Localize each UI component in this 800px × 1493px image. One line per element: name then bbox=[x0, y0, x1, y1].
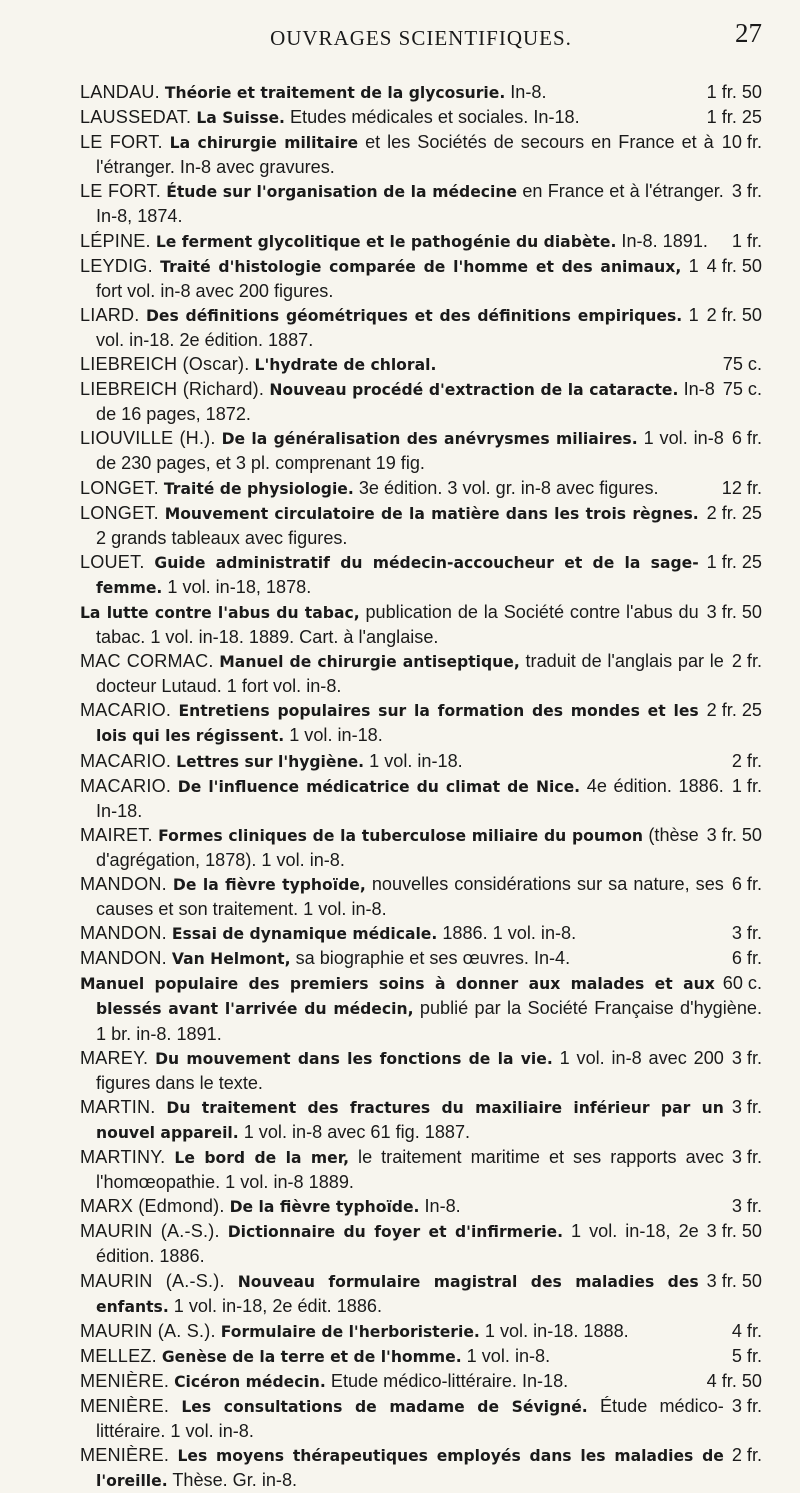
entry-author: MENIÈRE. bbox=[80, 1445, 170, 1466]
page-header bbox=[80, 12, 762, 52]
catalog-entry bbox=[80, 774, 762, 823]
entry-title: Dictionnaire du foyer et d'infirmerie. bbox=[227, 1223, 563, 1242]
catalog-entry bbox=[80, 600, 762, 649]
entry-author: LIEBREICH (Oscar). bbox=[80, 354, 250, 375]
entry-details: 1 vol. in-18. 1888. bbox=[484, 1320, 629, 1341]
entry-details: Etude médico-littéraire. In-18. bbox=[330, 1370, 569, 1391]
entry-author: MARTIN. bbox=[80, 1096, 156, 1117]
catalog-entry bbox=[80, 1369, 762, 1394]
entry-title: Étude sur l'organisation de la médecine bbox=[166, 183, 518, 202]
entry-price: 3 fr. bbox=[731, 923, 762, 944]
entry-title: Les consultations de madame de Sévigné. bbox=[181, 1397, 588, 1416]
entry-title: Les moyens thérapeutiques employés dans les maladies de l'oreille. bbox=[96, 1447, 724, 1491]
entry-author: MAIRET. bbox=[80, 824, 153, 845]
entry-title: La chirurgie militaire bbox=[169, 134, 359, 153]
entry-details: traduit de l'anglais par le docteur Lutaud. 1 fort vol. in-8. bbox=[96, 651, 724, 697]
entry-price: 3 fr. bbox=[731, 1096, 762, 1117]
entry-author: MAURIN (A.-S.). bbox=[80, 1221, 220, 1242]
entry-price: 1 fr. bbox=[731, 230, 762, 251]
catalog-entry bbox=[80, 105, 762, 130]
entry-title: Des définitions géométriques et des définitions empiriques. bbox=[145, 306, 683, 325]
entry-price: 6 fr. bbox=[731, 874, 762, 894]
entry-price: 2 fr. bbox=[731, 750, 762, 771]
entry-details: Etudes médicales et sociales. In-18. bbox=[289, 107, 580, 128]
entry-author: LE FORT. bbox=[80, 181, 161, 202]
entry-title: Lettres sur l'hygiène. bbox=[176, 752, 365, 771]
entry-author: LIEBREICH (Richard). bbox=[80, 379, 265, 400]
page-number: 27 bbox=[735, 18, 762, 48]
entry-title: Formulaire de l'herboristerie. bbox=[220, 1322, 480, 1341]
catalog-entry bbox=[80, 550, 762, 600]
entry-details: 2 grands tableaux avec figures. bbox=[96, 527, 348, 548]
entry-author: MACARIO. bbox=[80, 700, 172, 721]
entry-price: 3 fr. bbox=[731, 181, 762, 202]
entry-author: MANDON. bbox=[80, 948, 167, 969]
entry-author: MENIÈRE. bbox=[80, 1370, 170, 1391]
entry-details: In-8. 1891. bbox=[621, 230, 708, 251]
catalog-entry bbox=[80, 80, 762, 105]
catalog-entry bbox=[80, 1194, 762, 1219]
catalog-entry bbox=[80, 823, 762, 872]
entry-author: LANDAU. bbox=[80, 82, 160, 102]
catalog-entry bbox=[80, 1095, 762, 1145]
entry-title: Essai de dynamique médicale. bbox=[171, 925, 438, 944]
entry-title: Manuel de chirurgie antiseptique, bbox=[219, 653, 520, 672]
catalog-entry bbox=[80, 1319, 762, 1344]
catalog-entry bbox=[80, 179, 762, 228]
entry-price: 1 fr. 25 bbox=[706, 107, 762, 128]
catalog-entry bbox=[80, 303, 762, 352]
entry-author: MARX (Edmond). bbox=[80, 1196, 225, 1217]
catalog-entry bbox=[80, 1443, 762, 1493]
entry-details: Étude médico-littéraire. 1 vol. in-8. bbox=[96, 1395, 724, 1442]
entry-title: Mouvement circulatoire de la matière dans les trois règnes. bbox=[164, 504, 699, 523]
entry-title: Formes cliniques de la tuberculose miliaire du poumon bbox=[158, 826, 644, 845]
entry-details: In-8. bbox=[424, 1196, 461, 1217]
entry-title: Van Helmont, bbox=[171, 950, 291, 969]
entry-author: LONGET. bbox=[80, 502, 159, 523]
entry-details: 1 vol. in-18, 1878. bbox=[167, 576, 312, 597]
entry-price: 3 fr. bbox=[731, 1147, 762, 1168]
entry-price: 10 fr. bbox=[721, 132, 762, 153]
entry-title: Traité de physiologie. bbox=[163, 479, 354, 498]
entry-details: nouvelles considérations sur sa nature, ses causes et son traitement. 1 vol. in-8. bbox=[96, 874, 724, 920]
catalog-entry bbox=[80, 476, 762, 501]
entry-price: 3 fr. bbox=[731, 1395, 762, 1416]
entry-price: 1 fr. 50 bbox=[706, 82, 762, 102]
catalog-entry bbox=[80, 130, 762, 179]
entry-price: 6 fr. bbox=[731, 948, 762, 969]
catalog-entry bbox=[80, 872, 762, 921]
entry-author: LE FORT. bbox=[80, 132, 163, 153]
entry-details: 1 vol. in-8 avec 200 figures dans le texte. bbox=[96, 1047, 724, 1093]
entry-title: L'hydrate de chloral. bbox=[254, 356, 437, 375]
entry-details: Thèse. Gr. in-8. bbox=[172, 1470, 298, 1491]
entry-title: Traité d'histologie comparée de l'homme et des animaux, bbox=[160, 257, 682, 276]
entry-price: 2 fr. 50 bbox=[706, 304, 762, 325]
entry-title: Du mouvement dans les fonctions de la vie. bbox=[155, 1049, 553, 1068]
entry-details: 1 vol. in-8. bbox=[466, 1345, 551, 1366]
entry-author: LIOUVILLE (H.). bbox=[80, 428, 216, 449]
entry-title: Le ferment glycolitique et le pathogénie du diabète. bbox=[155, 232, 617, 251]
entry-title: Du traitement des fractures du maxiliaire inférieur par un nouvel appareil. bbox=[96, 1098, 724, 1142]
entry-author: MACARIO. bbox=[80, 775, 172, 796]
entry-author: MAC CORMAC. bbox=[80, 651, 214, 672]
entry-price: 1 fr. bbox=[731, 775, 762, 796]
entry-details: 3e édition. 3 vol. gr. in-8 avec figures. bbox=[358, 477, 659, 498]
entry-details: sa biographie et ses œuvres. In-4. bbox=[295, 948, 571, 969]
entry-details: 4e édition. 1886. In-18. bbox=[96, 775, 724, 821]
entry-price: 2 fr. bbox=[731, 651, 762, 672]
entry-details: 1 vol. in-18. 2e édition. 1887. bbox=[96, 304, 699, 350]
entry-price: 2 fr. 25 bbox=[706, 700, 762, 721]
entry-title: La lutte contre l'abus du tabac, bbox=[80, 603, 360, 622]
catalog-entry bbox=[80, 1344, 762, 1369]
entry-price: 12 fr. bbox=[721, 477, 762, 498]
entry-title: Cicéron médecin. bbox=[174, 1372, 326, 1391]
entry-price: 5 fr. bbox=[731, 1345, 762, 1366]
entry-details: (thèse d'agrégation, 1878). 1 vol. in-8. bbox=[96, 824, 699, 870]
entry-title: De l'influence médicatrice du climat de Nice. bbox=[177, 777, 581, 796]
entry-author: MANDON. bbox=[80, 923, 167, 944]
running-title: OUVRAGES SCIENTIFIQUES. bbox=[270, 26, 572, 50]
entry-details: 1 vol. in-18. bbox=[289, 725, 383, 746]
entry-price: 60 c. bbox=[722, 973, 762, 994]
catalog-entry bbox=[80, 1046, 762, 1095]
entry-details: publication de la Société contre l'abus du tabac. 1 vol. in-18. 1889. Cart. à l'anglaise. bbox=[96, 601, 699, 648]
entry-author: MENIÈRE. bbox=[80, 1395, 170, 1416]
entry-price: 4 fr. bbox=[731, 1320, 762, 1341]
entry-price: 4 fr. 50 bbox=[706, 255, 762, 276]
entry-details: 1886. 1 vol. in-8. bbox=[442, 923, 577, 944]
catalog-entry bbox=[80, 1219, 762, 1268]
entry-author: MAURIN (A. S.). bbox=[80, 1320, 216, 1341]
catalog-entry bbox=[80, 921, 762, 946]
catalog-entry bbox=[80, 698, 762, 748]
entry-price: 3 fr. bbox=[731, 1196, 762, 1217]
catalog-entry bbox=[80, 1394, 762, 1443]
entry-details: 1 vol. in-18, 2e édition. 1886. bbox=[96, 1221, 699, 1267]
entry-author: LÉPINE. bbox=[80, 230, 151, 251]
entry-author: MARTINY. bbox=[80, 1147, 166, 1168]
entry-details: 1 vol. in-8 avec 61 fig. 1887. bbox=[243, 1121, 471, 1142]
entry-author: MACARIO. bbox=[80, 750, 172, 771]
entry-details: In-8. bbox=[510, 82, 547, 102]
entry-details: 1 vol. in-8 de 230 pages, et 3 pl. comprenant 19 fig. bbox=[96, 428, 724, 474]
entry-author: LEYDIG. bbox=[80, 255, 153, 276]
entry-author: LOUET. bbox=[80, 551, 145, 572]
entry-author: MANDON. bbox=[80, 874, 167, 894]
catalog-entry bbox=[80, 352, 762, 377]
entry-price: 75 c. bbox=[722, 354, 762, 375]
entry-details: 1 vol. in-18. bbox=[369, 750, 463, 771]
entry-details: 1 fort vol. in-8 avec 200 figures. bbox=[96, 255, 699, 301]
entry-title: Le bord de la mer, bbox=[174, 1149, 350, 1168]
entry-title: Entretiens populaires sur la formation des mondes et les lois qui les régissent. bbox=[96, 702, 699, 746]
entry-title: Nouveau formulaire magistral des maladies des enfants. bbox=[96, 1272, 699, 1316]
entry-title: Manuel populaire des premiers soins à donner aux malades et aux blessés avant l'arrivée du médecin, bbox=[80, 975, 715, 1019]
entry-details: en France et à l'étranger. In-8, 1874. bbox=[96, 181, 724, 227]
catalog-entry bbox=[80, 971, 762, 1045]
catalog-entry bbox=[80, 1269, 762, 1319]
catalog-entry bbox=[80, 946, 762, 971]
entry-price: 3 fr. 50 bbox=[706, 1221, 762, 1242]
catalog-entry bbox=[80, 229, 762, 254]
entry-price: 6 fr. bbox=[731, 428, 762, 449]
entry-price: 1 fr. 25 bbox=[706, 551, 762, 572]
entry-title: De la fièvre typhoïde. bbox=[229, 1198, 420, 1217]
entry-title: Théorie et traitement de la glycosurie. bbox=[164, 84, 506, 102]
entry-author: LAUSSEDAT. bbox=[80, 107, 192, 128]
entry-price: 2 fr. 25 bbox=[706, 502, 762, 523]
catalog-entry bbox=[80, 254, 762, 303]
entry-title: Genèse de la terre et de l'homme. bbox=[161, 1347, 462, 1366]
entry-title: De la généralisation des anévrysmes miliaires. bbox=[221, 430, 638, 449]
entry-author: MAREY. bbox=[80, 1047, 149, 1068]
entry-details: 1 vol. in-18, 2e édit. 1886. bbox=[173, 1295, 383, 1316]
entry-author: LONGET. bbox=[80, 477, 159, 498]
entry-details: le traitement maritime et ses rapports avec l'homœopathie. 1 vol. in-8 1889. bbox=[96, 1147, 724, 1193]
entry-price: 3 fr. 50 bbox=[706, 601, 762, 622]
entry-title: De la fièvre typhoïde, bbox=[172, 876, 366, 894]
catalog-entry bbox=[80, 377, 762, 426]
entry-price: 2 fr. bbox=[731, 1445, 762, 1466]
entry-details: In-8 de 16 pages, 1872. bbox=[96, 379, 715, 425]
entry-author: LIARD. bbox=[80, 304, 140, 325]
catalog-entry bbox=[80, 649, 762, 698]
catalog-entry bbox=[80, 749, 762, 774]
entry-details: et les Sociétés de secours en France et à l'étranger. In-8 avec gravures. bbox=[96, 132, 714, 178]
entry-title: Guide administratif du médecin-accoucheur et de la sage-femme. bbox=[96, 553, 699, 597]
catalog-entry bbox=[80, 1145, 762, 1194]
catalog-entries bbox=[80, 80, 762, 1493]
entry-author: MELLEZ. bbox=[80, 1345, 157, 1366]
entry-title: Nouveau procédé d'extraction de la cataracte. bbox=[269, 381, 679, 400]
entry-price: 4 fr. 50 bbox=[706, 1370, 762, 1391]
entry-price: 3 fr. bbox=[731, 1047, 762, 1068]
catalog-entry bbox=[80, 501, 762, 550]
entry-price: 3 fr. 50 bbox=[706, 1270, 762, 1291]
entry-author: MAURIN (A.-S.). bbox=[80, 1270, 225, 1291]
entry-title: La Suisse. bbox=[196, 109, 285, 128]
entry-details: publié par la Société Française d'hygiène. 1 br. in-8. 1891. bbox=[96, 998, 762, 1044]
catalog-entry bbox=[80, 426, 762, 475]
entry-price: 3 fr. 50 bbox=[706, 824, 762, 845]
entry-price: 75 c. bbox=[722, 379, 762, 400]
